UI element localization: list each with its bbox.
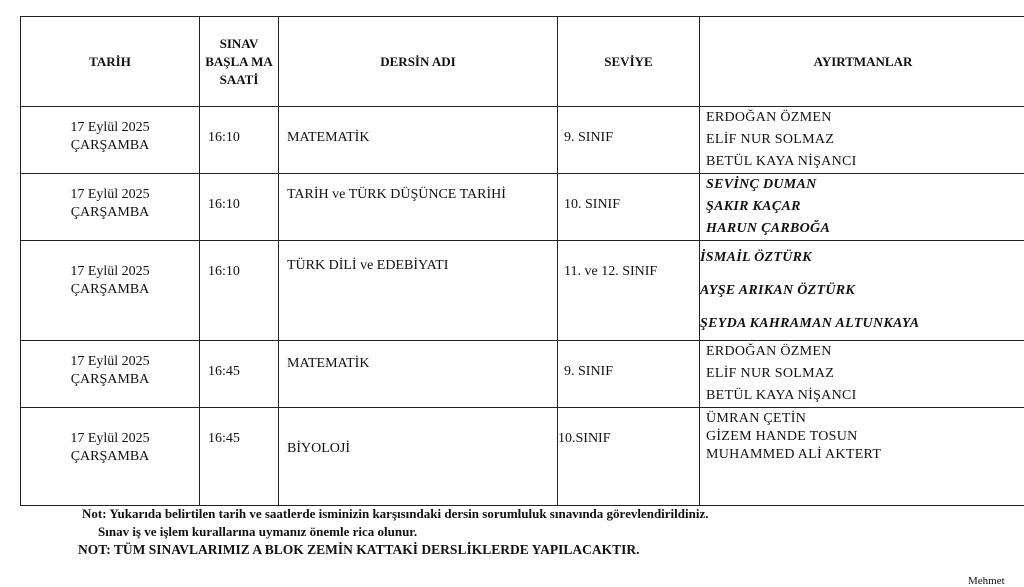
header-level: SEVİYE bbox=[558, 17, 700, 107]
teacher-name: ÜMRAN ÇETİN bbox=[706, 410, 1024, 428]
teachers-cell bbox=[700, 341, 1024, 408]
date-text: 17 Eylül 2025 bbox=[21, 430, 199, 448]
date-cell bbox=[21, 408, 200, 506]
date-cell bbox=[21, 107, 200, 174]
date-text: 17 Eylül 2025 bbox=[21, 353, 199, 371]
teacher-name: ELİF NUR SOLMAZ bbox=[706, 363, 1024, 385]
header-teachers: AYIRTMANLAR bbox=[700, 17, 1024, 107]
time-cell: 16:45 bbox=[200, 408, 279, 506]
time-cell: 16:10 bbox=[200, 174, 279, 241]
table-row bbox=[21, 107, 1024, 174]
level-cell: 9. SINIF bbox=[558, 341, 700, 408]
header-date: TARİH bbox=[21, 17, 200, 107]
teachers-cell bbox=[700, 241, 1024, 341]
date-cell bbox=[21, 341, 200, 408]
teacher-name: ŞEYDA KAHRAMAN ALTUNKAYA bbox=[700, 307, 1024, 340]
table-row bbox=[21, 408, 1024, 506]
table-row bbox=[21, 241, 1024, 341]
teacher-name: AYŞE ARIKAN ÖZTÜRK bbox=[700, 274, 1024, 307]
teacher-name: ERDOĞAN ÖZMEN bbox=[706, 107, 1024, 129]
teacher-name: GİZEM HANDE TOSUN bbox=[706, 428, 1024, 446]
date-cell bbox=[21, 174, 200, 241]
time-cell: 16:45 bbox=[200, 341, 279, 408]
table-row bbox=[21, 174, 1024, 241]
course-cell: MATEMATİK bbox=[279, 341, 558, 408]
table-header-row bbox=[21, 17, 1024, 107]
weekday-text: ÇARŞAMBA bbox=[21, 371, 199, 389]
signature-fragment: Mehmet bbox=[968, 575, 1005, 587]
teacher-name: ELİF NUR SOLMAZ bbox=[706, 129, 1024, 151]
date-text: 17 Eylül 2025 bbox=[21, 186, 199, 204]
level-cell: 10. SINIF bbox=[558, 174, 700, 241]
teacher-name: SEVİNÇ DUMAN bbox=[706, 174, 1024, 196]
teacher-name: BETÜL KAYA NİŞANCI bbox=[706, 385, 1024, 407]
table-row bbox=[21, 341, 1024, 408]
course-cell: TÜRK DİLİ ve EDEBİYATI bbox=[279, 241, 558, 341]
course-cell: MATEMATİK bbox=[279, 107, 558, 174]
teacher-name: İSMAİL ÖZTÜRK bbox=[700, 241, 1024, 274]
notes-block bbox=[78, 505, 709, 559]
level-cell: 10.SINIF bbox=[558, 408, 700, 506]
weekday-text: ÇARŞAMBA bbox=[21, 281, 199, 299]
note-rules: Sınav iş ve işlem kurallarına uymanız önemle rica olunur. bbox=[78, 523, 709, 541]
teacher-name: MUHAMMED ALİ AKTERT bbox=[706, 446, 1024, 464]
time-cell: 16:10 bbox=[200, 241, 279, 341]
teachers-cell bbox=[700, 107, 1024, 174]
time-cell: 16:10 bbox=[200, 107, 279, 174]
date-cell bbox=[21, 241, 200, 341]
level-cell: 11. ve 12. SINIF bbox=[558, 241, 700, 341]
weekday-text: ÇARŞAMBA bbox=[21, 204, 199, 222]
course-cell: TARİH ve TÜRK DÜŞÜNCE TARİHİ bbox=[279, 174, 558, 241]
teachers-cell bbox=[700, 408, 1024, 506]
teacher-name: BETÜL KAYA NİŞANCI bbox=[706, 151, 1024, 173]
course-cell: BİYOLOJİ bbox=[279, 408, 558, 506]
teacher-name: HARUN ÇARBOĞA bbox=[706, 218, 1024, 240]
weekday-text: ÇARŞAMBA bbox=[21, 137, 199, 155]
exam-schedule-table bbox=[20, 16, 1024, 506]
level-cell: 9. SINIF bbox=[558, 107, 700, 174]
header-course: DERSİN ADI bbox=[279, 17, 558, 107]
date-text: 17 Eylül 2025 bbox=[21, 119, 199, 137]
note-assignment: Not: Yukarıda belirtilen tarih ve saatlerde isminizin karşısındaki dersin sorumluluk sınavında görevlendirildiniz. bbox=[78, 505, 709, 523]
weekday-text: ÇARŞAMBA bbox=[21, 448, 199, 466]
header-time: SINAV BAŞLA MA SAATİ bbox=[200, 17, 279, 107]
teacher-name: ERDOĞAN ÖZMEN bbox=[706, 341, 1024, 363]
teacher-name: ŞAKIR KAÇAR bbox=[706, 196, 1024, 218]
teachers-cell bbox=[700, 174, 1024, 241]
date-text: 17 Eylül 2025 bbox=[21, 263, 199, 281]
note-location: NOT: TÜM SINAVLARIMIZ A BLOK ZEMİN KATTAKİ DERSLİKLERDE YAPILACAKTIR. bbox=[78, 541, 709, 559]
